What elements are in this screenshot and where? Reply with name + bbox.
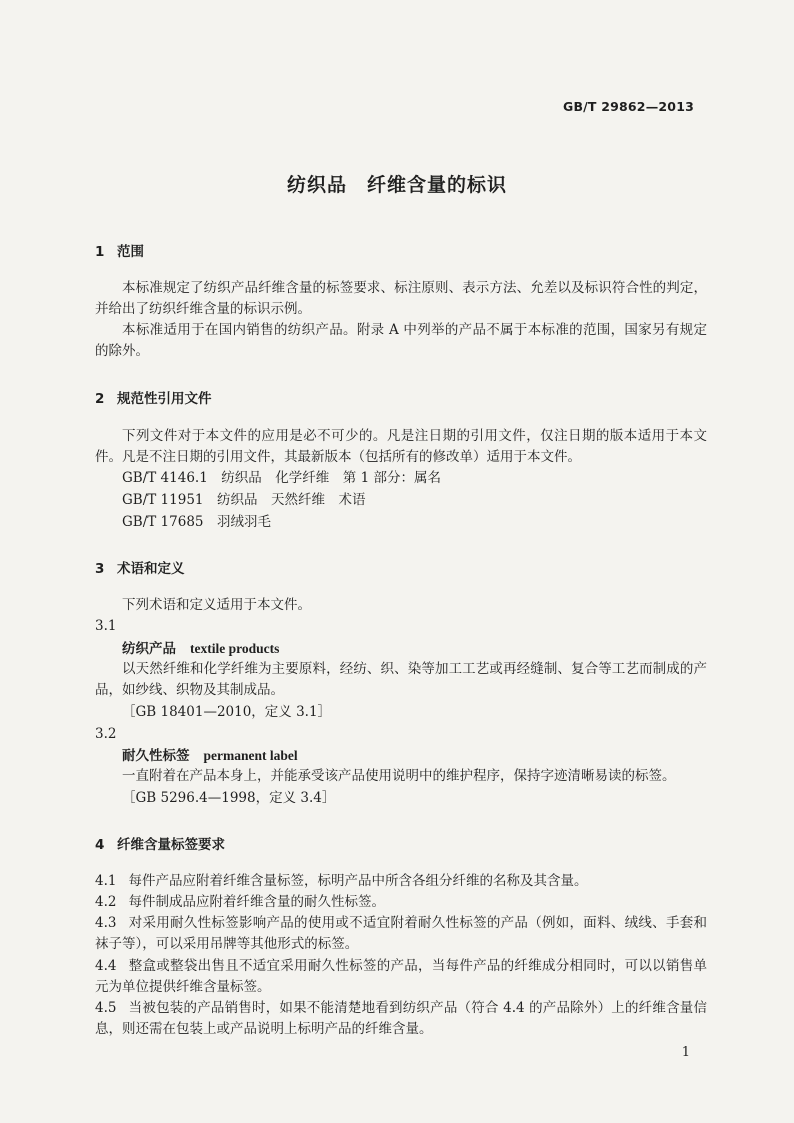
term-number: 3.2 xyxy=(95,726,117,742)
section-number: 3 xyxy=(95,561,105,577)
scope-paragraph-1: 本标准规定了纺织产品纤维含量的标签要求、标注原则、表示方法、允差以及标识符合性的判定，并给出了纺织纤维含量的标识示例。 xyxy=(95,280,707,317)
section-title: 规范性引用文件 xyxy=(117,391,212,407)
term-en: permanent label xyxy=(203,748,298,763)
standard-code: GB/T 29862—2013 xyxy=(562,99,694,114)
section-3-heading xyxy=(95,557,185,577)
term-heading xyxy=(122,638,279,660)
reference-item: GB/T 11951 纺织品 天然纤维 术语 xyxy=(122,492,366,508)
clause-item xyxy=(95,956,707,998)
section-1-heading xyxy=(95,240,144,260)
clause-number: 4.1 xyxy=(95,873,117,889)
section-title: 纤维含量标签要求 xyxy=(117,837,225,853)
section-4-heading xyxy=(95,833,225,853)
term-heading xyxy=(122,745,298,767)
reference-item: GB/T 17685 羽绒羽毛 xyxy=(122,514,271,530)
term-source: ［GB 18401—2010，定义 3.1］ xyxy=(122,704,332,720)
section-number: 1 xyxy=(95,244,105,260)
clause-text: 当被包装的产品销售时，如果不能清楚地看到纺织产品（符合 4.4 的产品除外）上的纤维含量信息，则还需在包装上或产品说明上标明产品的纤维含量。 xyxy=(95,1000,707,1037)
clause-text: 对采用耐久性标签影响产品的使用或不适宜附着耐久性标签的产品（例如，面料、绒线、手套和袜子等），可以采用吊牌等其他形式的标签。 xyxy=(95,915,707,952)
section-title: 范围 xyxy=(117,244,144,260)
clause-number: 4.2 xyxy=(95,894,117,910)
clause-text: 整盒或整袋出售且不适宜采用耐久性标签的产品，当每件产品的纤维成分相同时，可以以销售单元为单位提供纤维含量标签。 xyxy=(95,958,707,995)
page-number: 1 xyxy=(681,1045,690,1060)
terms-intro: 下列术语和定义适用于本文件。 xyxy=(122,597,311,613)
document-title: 纺织品 纤维含量的标识 xyxy=(286,174,507,196)
term-number: 3.1 xyxy=(95,618,117,634)
clause-number: 4.3 xyxy=(95,915,117,931)
clause-text: 每件产品应附着纤维含量标签，标明产品中所含各组分纤维的名称及其含量。 xyxy=(128,873,588,889)
clause-item xyxy=(95,871,707,892)
term-en: textile products xyxy=(190,641,280,656)
clause-item xyxy=(95,913,707,955)
section-number: 2 xyxy=(95,391,105,407)
normative-references-intro: 下列文件对于本文件的应用是必不可少的。凡是注日期的引用文件，仅注日期的版本适用于本文件。凡是不注日期的引用文件，其最新版本（包括所有的修改单）适用于本文件。 xyxy=(95,428,707,465)
clause-number: 4.4 xyxy=(95,958,117,974)
term-source: ［GB 5296.4—1998，定义 3.4］ xyxy=(122,790,336,806)
term-definition: 以天然纤维和化学纤维为主要原料，经纺、织、染等加工工艺或再经缝制、复合等工艺而制成的产品，如纱线、织物及其制成品。 xyxy=(95,661,707,698)
term-zh: 纺织产品 xyxy=(122,641,176,657)
clause-text: 每件制成品应附着纤维含量的耐久性标签。 xyxy=(128,894,385,910)
clause-number: 4.5 xyxy=(95,1000,117,1016)
reference-item: GB/T 4146.1 纺织品 化学纤维 第 1 部分：属名 xyxy=(122,470,441,486)
clause-item xyxy=(95,998,707,1040)
section-2-heading xyxy=(95,387,212,407)
term-definition: 一直附着在产品本身上，并能承受该产品使用说明中的维护程序，保持字迹清晰易读的标签。 xyxy=(122,768,676,784)
section-title: 术语和定义 xyxy=(117,561,185,577)
clause-item xyxy=(95,892,707,913)
scope-paragraph-2: 本标准适用于在国内销售的纺织产品。附录 A 中列举的产品不属于本标准的范围，国家另有规定的除外。 xyxy=(95,322,707,359)
section-number: 4 xyxy=(95,837,105,853)
term-zh: 耐久性标签 xyxy=(122,748,190,764)
